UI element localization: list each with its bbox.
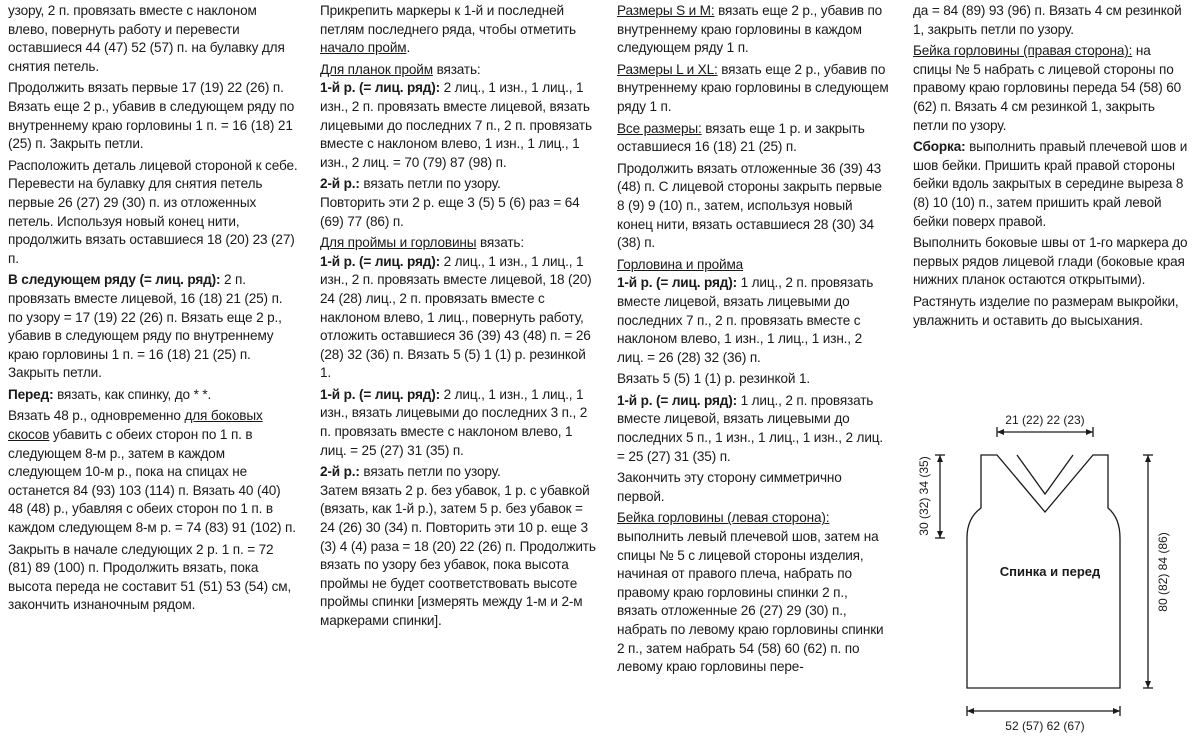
paragraph (320, 61, 598, 80)
paragraph: Продолжить вязать отложенные 36 (39) 43 (48) п. С лицевой стороны закрыть первые 8 (9) 9 (10) п., затем, используя новый конец нити, вязать оставшиеся 28 (30) 34 (38) п. (617, 160, 882, 251)
bold-lead: Перед: (8, 386, 54, 402)
paragraph: Продолжить вязать первые 17 (19) 22 (26) п. Вязать еще 2 р., убавив в следующем ряду по внутреннему краю горловины 1 п. = 16 (18) 21 (25) п. Закрыть петли. (8, 80, 295, 152)
underlined-term: для боковых скосов (8, 408, 263, 443)
paragraph-text: вязать петли по узору. (359, 464, 501, 480)
left-dimension-label: 30 (32) 34 (35) (917, 456, 931, 536)
paragraph-text: 1 лиц., 2 п. провязать вместе лицевой, вязать лицевыми до последних 5 п., 1 изн., 1 лиц., 1 изн., 2 лиц. = 25 (27) 31 (35) п. (617, 392, 884, 464)
paragraph: Затем вязать 2 р. без убавок, 1 р. с убавкой (вязать, как 1-й р.), затем 5 р. без убавок = 24 (26) 30 (34) п. Повторить эти 10 р. еще 3 (3) 4 (4) раза = 18 (20) 22 (26) п. Продолжить вязать по узору без убавок, пока высота проймы не будет соответствовать высоте проймы спинки [измерять между 1-м и 2-м маркерами спинки]. (320, 482, 596, 628)
bold-lead: 1-й р. (= лиц. ряд): (320, 253, 440, 269)
paragraph (320, 2, 598, 58)
paragraph-text: убавить с обеих сторон по 1 п. в следующем 8-м р., затем в каждом следующем 10-м р., пока на спицах не останется 84 (93) 103 (114) п. Вязать 40 (40) 48 (48) р., убавляя с обеих сторон по 1 п. в каждом следующем 8-м р. = 74 (83) 91 (102) п. (8, 427, 296, 536)
paragraph-text: на спицы № 5 набрать с лицевой стороны по правому краю горловины переда 54 (58) 60 (62) п. Вязать 4 см резинкой 1, закрыть петли по узору. (913, 43, 1182, 133)
paragraph: Выполнить боковые швы от 1-го маркера до первых рядов лицевой глади (боковые края нижних планок остаются открытыми). (913, 235, 1188, 288)
bottom-dimension-label: 52 (57) 62 (67) (1005, 719, 1085, 733)
paragraph (320, 463, 598, 482)
underlined-term: Бейка горловины (правая сторона): (913, 43, 1133, 59)
paragraph-text: выполнить левый плечевой шов, затем на спицы № 5 с лицевой стороны изделия, начиная от правого плеча, набрать по правому краю горловины спинки 2 п., вязать отложенные 26 (27) 29 (30) п., набрать по левому краю горловины спинки 2 п., затем набрать 54 (58) 60 (62) п. по левому краю горловины пере- (617, 529, 884, 675)
underlined-term: Размеры S и M: (617, 3, 715, 18)
paragraph: да = 84 (89) 93 (96) п. Вязать 4 см резинкой 1, закрыть петли по узору. (913, 3, 1182, 37)
bold-lead: 1-й р. (= лиц. ряд): (320, 386, 440, 402)
bold-lead: 2-й р.: (320, 176, 360, 192)
underlined-term: Размеры L и XL: (617, 61, 718, 77)
text-column-3 (617, 2, 889, 680)
paragraph-text: вязать петли по узору. (359, 176, 501, 192)
underlined-term: начало пройм (320, 40, 407, 56)
paragraph: Растянуть изделие по размерам выкройки, увлажнить и оставить до высыхания. (913, 293, 1179, 328)
underlined-term: Для планок пройм (320, 61, 433, 77)
paragraph-text: выполнить правый плечевой шов и шов бейки. Пришить край правой стороны бейки вдоль закрытых в середине выреза 8 (8) 10 (10) п., затем пришить край левой бейки поверх правой. (913, 139, 1188, 229)
paragraph (320, 386, 598, 460)
paragraph (617, 509, 889, 676)
paragraph (8, 271, 298, 383)
paragraph (8, 386, 298, 405)
underlined-term: Все размеры: (617, 120, 702, 136)
paragraph-text: 2 лиц., 1 изн., 1 лиц., 1 изн., 2 п. провязать вместе лицевой, вязать лицевыми до последних 7 п., 2 п. провязать вместе с наклоном влево, 1 изн., 1 лиц., 1 изн., 2 лиц. = 70 (79) 87 (98) п. (320, 80, 592, 170)
text-column-4 (913, 2, 1188, 333)
paragraph-text: вязать: (476, 235, 524, 251)
paragraph-text: . (406, 40, 411, 56)
paragraph-text: 2 п. провязать вместе лицевой, 16 (18) 21 (25) п. по узору = 17 (19) 22 (26) п. Вязать еще 2 р., убавив в следующем ряду по внутреннему краю горловины 1 п. = 16 (18) 21 (25) п. Закрыть петли. (8, 272, 283, 381)
bold-lead: 1-й р. (= лиц. ряд): (617, 392, 737, 408)
paragraph (617, 61, 889, 117)
paragraph-text: вязать: (432, 61, 481, 77)
section-heading: Горловина и пройма (617, 256, 744, 272)
bold-lead: 1-й р. (= лиц. ряд): (320, 80, 440, 96)
paragraph (617, 256, 889, 275)
paragraph-text: 1 лиц., 2 п. провязать вместе лицевой, вязать лицевыми до последних 7 п., 2 п. провязать вместе с наклоном влево, 1 изн., 1 лиц., 1 изн., 2 лиц. = 26 (28) 32 (36) п. (617, 275, 874, 365)
paragraph-text: Вязать 48 р., одновременно (8, 408, 185, 424)
paragraph: Повторить эти 2 р. еще 3 (5) 5 (6) раз = 64 (69) 77 (86) п. (320, 194, 580, 229)
paragraph (320, 79, 598, 172)
paragraph: узору, 2 п. провязать вместе с наклоном влево, повернуть работу и перевести оставшиеся 44 (47) 52 (57) п. на булавку для снятия петель. (8, 3, 285, 74)
paragraph (617, 392, 889, 466)
paragraph: Закончить эту сторону симметрично первой. (617, 470, 842, 504)
paragraph-text: вязать еще 1 р. и закрыть оставшиеся 16 (18) 21 (25) п. (617, 120, 865, 155)
paragraph: Расположить деталь лицевой стороной к себе. Перевести на булавку для снятия петель первые 26 (27) 29 (30) п. из отложенных петель. Используя новый конец нити, продолжить вязать оставшиеся 18 (20) 23 (27) п. (8, 157, 298, 266)
bold-lead: Сборка: (913, 139, 966, 155)
paragraph-text: вязать, как спинку, до * *. (53, 386, 212, 402)
top-dimension-label: 21 (22) 22 (23) (1005, 413, 1085, 427)
paragraph (913, 138, 1188, 231)
text-column-1 (8, 2, 298, 618)
underlined-term: Для проймы и горловины (320, 235, 477, 251)
paragraph (617, 120, 889, 157)
paragraph-text: 2 лиц., 1 изн., 1 лиц., 1 изн., вязать лицевыми до последних 3 п., 2 п. провязать вместе с наклоном влево, 1 лиц. = 25 (27) 31 (35) п. (320, 386, 588, 458)
diagram-label: Спинка и перед (999, 564, 1101, 579)
paragraph (913, 42, 1188, 135)
paragraph (8, 407, 298, 537)
bold-lead: 2-й р.: (320, 464, 360, 480)
bold-lead: В следующем ряду (= лиц. ряд): (8, 272, 221, 288)
paragraph: Закрыть в начале следующих 2 р. 1 п. = 72 (81) 89 (100) п. Продолжить вязать, пока высота переда не составит 51 (51) 53 (54) см, закончить изнаночным рядом. (8, 541, 292, 613)
right-dimension-label: 80 (82) 84 (86) (1156, 532, 1170, 612)
paragraph (320, 175, 598, 194)
paragraph-text: Прикрепить маркеры к 1-й и последней петлям последнего ряда, чтобы отметить (320, 3, 576, 37)
paragraph (617, 2, 889, 58)
paragraph (320, 234, 598, 253)
paragraph-text: вязать еще 2 р., убавив по внутреннему краю горловины в следующем ряду 1 п. (617, 61, 889, 114)
bold-lead: 1-й р. (= лиц. ряд): (617, 275, 737, 291)
garment-schematic (905, 408, 1195, 740)
underlined-term: Бейка горловины (левая сторона): (617, 510, 830, 526)
paragraph (320, 253, 598, 383)
paragraph-text: 2 лиц., 1 изн., 1 лиц., 1 изн., 2 п. провязать вместе лицевой, 18 (20) 24 (28) лиц., 2 п. провязать вместе с наклоном влево, 1 лиц., повернуть работу, отложить оставшиеся 36 (39) 43 (48) п. = 26 (28) 32 (36) п. Вязать 5 (5) 1 (1) р. резинкой 1. (320, 253, 592, 381)
paragraph-text: вязать еще 2 р., убавив по внутреннему краю горловины в каждом следующем ряду 1 п. (617, 3, 883, 56)
paragraph: Вязать 5 (5) 1 (1) р. резинкой 1. (617, 371, 810, 387)
text-column-2 (320, 2, 598, 634)
paragraph (617, 274, 889, 367)
